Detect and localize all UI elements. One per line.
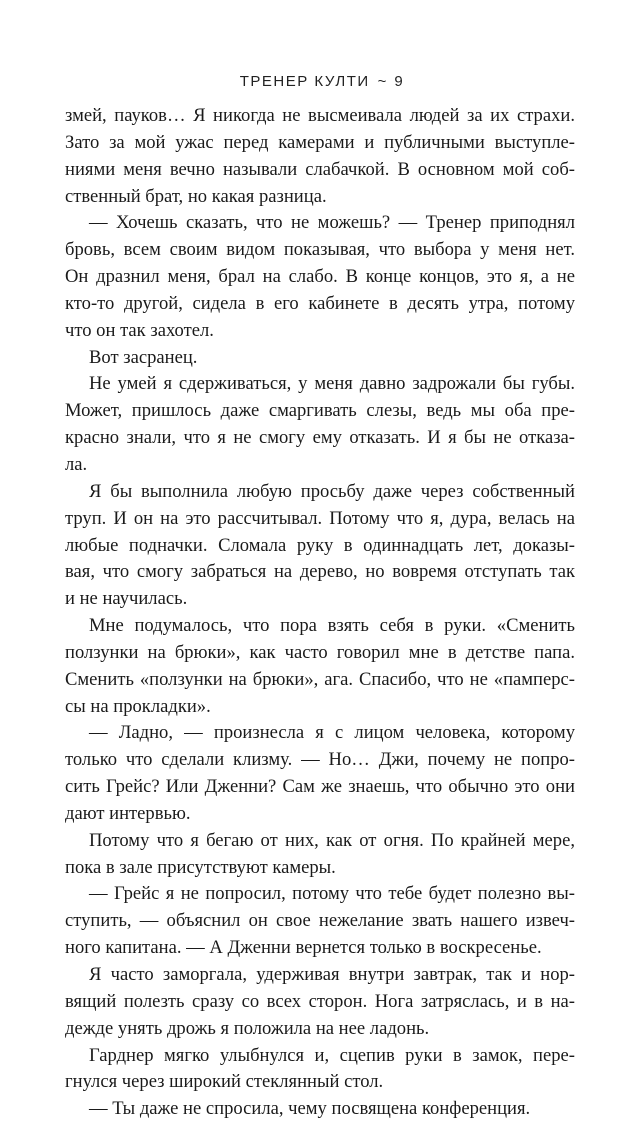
text-line: дают интервью.: [65, 802, 191, 824]
text-line: Вот засранец.: [89, 346, 198, 368]
text-line: ползунки на брюки», как часто говорил мне в детстве папа.: [65, 641, 575, 663]
text-line: труп. И он на это рассчитывал. Потому что я, дура, велась на: [65, 507, 575, 529]
text-line: гнулся через широкий стеклянный стол.: [65, 1071, 384, 1093]
text-line: Сменить «ползунки на брюки», ага. Спасибо, что не «памперс-: [65, 668, 575, 690]
text-line: ственный брат, но какая разница.: [65, 185, 327, 207]
text-line: кто-то другой, сидела в его кабинете в десять утра, потому: [65, 292, 575, 314]
text-line: — Хочешь сказать, что не можешь? — Тренер приподнял: [89, 212, 575, 234]
text-line: Я часто заморгала, удерживая внутри завтрак, так и нор-: [89, 964, 575, 985]
text-line: — Ты даже не спросила, чему посвящена конференция.: [89, 1098, 531, 1120]
text-line: Потому что я бегаю от них, как от огня. По крайней мере,: [89, 829, 575, 851]
text-line: змей, пауков… Я никогда не высмеивала людей за их страхи.: [65, 105, 575, 126]
text-line: пока в зале присутствуют камеры.: [65, 856, 336, 878]
text-line: сы на прокладки».: [65, 695, 211, 717]
text-line: только что сделали клизму. — Но… Джи, почему не попро-: [65, 749, 575, 771]
text-line: Не умей я сдерживаться, у меня давно задрожали бы губы.: [89, 373, 575, 395]
book-title: ТРЕНЕР КУЛТИ: [239, 73, 370, 90]
text-line: сить Грейс? Или Дженни? Сам же знаешь, что обычно это они: [65, 776, 575, 798]
text-line: Может, пришлось даже смаргивать слезы, ведь мы оба пре-: [65, 400, 575, 422]
page-number: 9: [394, 73, 405, 90]
running-head: [0, 73, 644, 90]
text-line: ниями меня вечно называли слабачкой. В основном мой соб-: [65, 158, 575, 180]
text-line: вая, что смогу забраться на дерево, но вовремя отступать так: [65, 561, 575, 583]
text-line: — Грейс я не попросил, потому что тебе будет полезно вы-: [89, 883, 575, 905]
text-line: Я бы выполнила любую просьбу даже через собственный: [89, 480, 575, 502]
text-line: вящий полезть сразу со всех сторон. Нога затряслась, и в на-: [65, 990, 575, 1012]
body-text: [65, 103, 575, 1123]
text-line: Зато за мой ужас перед камерами и публичными выступле-: [65, 131, 575, 153]
text-line: Мне подумалось, что пора взять себя в руки. «Сменить: [89, 615, 575, 637]
text-line: — Ладно, — произнесла я с лицом человека, которому: [89, 722, 575, 744]
text-line: любые подначки. Сломала руку в одиннадцать лет, доказы-: [65, 534, 575, 556]
text-line: дежде унять дрожь я положила на нее ладонь.: [65, 1017, 430, 1039]
text-line: и не научилась.: [65, 588, 188, 610]
text-line: красно знали, что я не смогу ему отказать. И я бы не отказа-: [65, 427, 575, 449]
header-separator: ~: [377, 73, 387, 90]
text-line: Гарднер мягко улыбнулся и, сцепив руки в замок, пере-: [89, 1044, 575, 1066]
text-line: ступить, — объяснил он свое нежелание звать нашего извеч-: [65, 910, 575, 932]
text-line: что он так захотел.: [65, 319, 214, 341]
text-line: Он дразнил меня, брал на слабо. В конце концов, это я, а не: [65, 266, 575, 288]
text-line: бровь, всем своим видом показывая, что выбора у меня нет.: [65, 239, 575, 261]
text-line: ла.: [65, 453, 88, 475]
text-line: ного капитана. — А Дженни вернется только в воскресенье.: [65, 937, 542, 959]
